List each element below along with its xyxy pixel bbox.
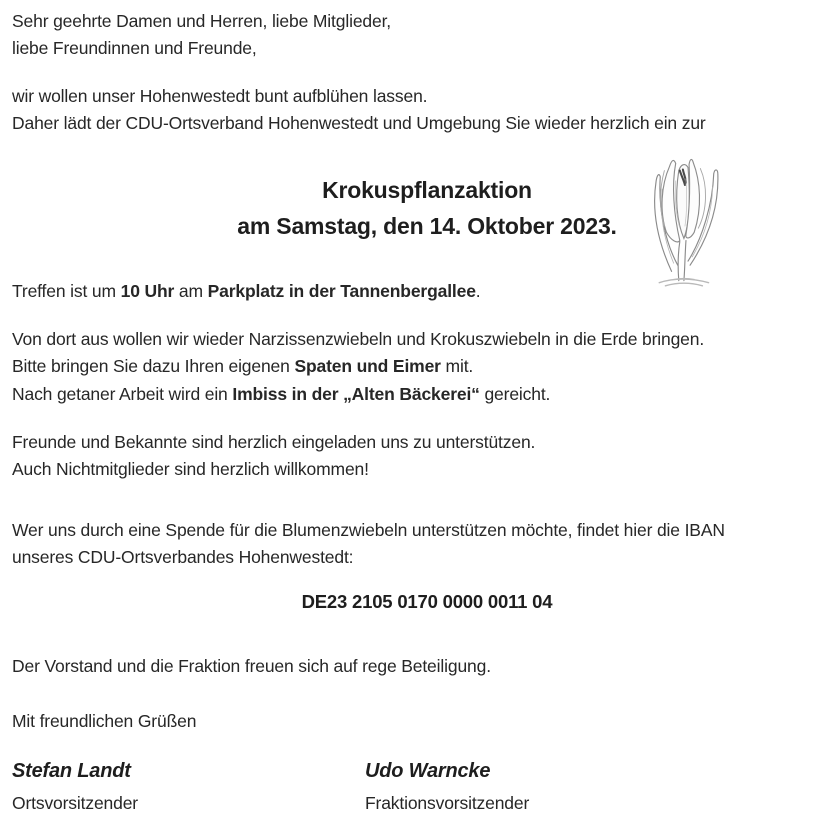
- event-title: Krokuspflanzaktion: [322, 177, 532, 203]
- event-date: am Samstag, den 14. Oktober 2023.: [237, 213, 617, 239]
- signature-left-role: Ortsvorsitzender: [12, 793, 138, 813]
- salutation-line-1: Sehr geehrte Damen und Herren, liebe Mitglieder,: [12, 11, 391, 31]
- participation-line: Der Vorstand und die Fraktion freuen sich auf rege Beteiligung.: [12, 656, 491, 676]
- details-line-3-pre: Nach getaner Arbeit wird ein: [12, 383, 233, 404]
- details-line-3-post: gereicht.: [479, 383, 551, 404]
- details-line-3: [12, 381, 704, 408]
- regards-line: Mit freundlichen Grüßen: [12, 711, 197, 731]
- meeting-time: 10 Uhr: [120, 281, 175, 301]
- signature-left: [12, 757, 138, 817]
- details-line-2-post: mit.: [440, 356, 474, 377]
- invitation-block: [12, 429, 535, 484]
- details-line-2-bold: Spaten und Eimer: [294, 356, 441, 377]
- meeting-mid: am: [174, 281, 208, 301]
- salutation-block: [12, 8, 391, 63]
- invitation-line-1: Freunde und Bekannte sind herzlich eingeladen uns zu unterstützen.: [12, 432, 536, 452]
- crocus-sketch-icon: [630, 150, 744, 294]
- signature-left-name: Stefan Landt: [12, 760, 131, 782]
- meeting-post: .: [475, 281, 481, 301]
- details-line-3-bold: Imbiss in der „Alten Bäckerei“: [232, 383, 480, 404]
- donation-line-1: Wer uns durch eine Spende für die Blumenzwiebeln unterstützen möchte, findet hier die IBAN: [12, 520, 725, 540]
- iban-value: DE23 2105 0170 0000 0011 04: [301, 591, 553, 612]
- meeting-place: Parkplatz in der Tannenbergallee: [207, 281, 476, 301]
- details-line-1: Von dort aus wollen wir wieder Narzissenzwiebeln und Krokuszwiebeln in die Erde bringen.: [12, 329, 705, 349]
- meeting-pre: Treffen ist um: [12, 281, 121, 301]
- details-block: [12, 326, 704, 408]
- intro-line-2: Daher lädt der CDU-Ortsverband Hohenwestedt und Umgebung Sie wieder herzlich ein zur: [12, 113, 706, 134]
- invitation-line-2: Auch Nichtmitglieder sind herzlich willkommen!: [12, 459, 369, 480]
- donation-block: [12, 517, 725, 572]
- signature-right-role: Fraktionsvorsitzender: [365, 793, 530, 813]
- intro-block: [12, 83, 706, 138]
- salutation-line-2: liebe Freundinnen und Freunde,: [12, 38, 257, 59]
- details-line-2: [12, 353, 704, 380]
- signature-right-name: Udo Warncke: [365, 760, 491, 782]
- donation-line-2: unseres CDU-Ortsverbandes Hohenwestedt:: [12, 547, 354, 568]
- details-line-2-pre: Bitte bringen Sie dazu Ihren eigenen: [12, 356, 295, 377]
- meeting-line: [12, 278, 481, 305]
- signature-right: [365, 757, 529, 817]
- intro-line-1: wir wollen unser Hohenwestedt bunt aufblühen lassen.: [12, 86, 428, 106]
